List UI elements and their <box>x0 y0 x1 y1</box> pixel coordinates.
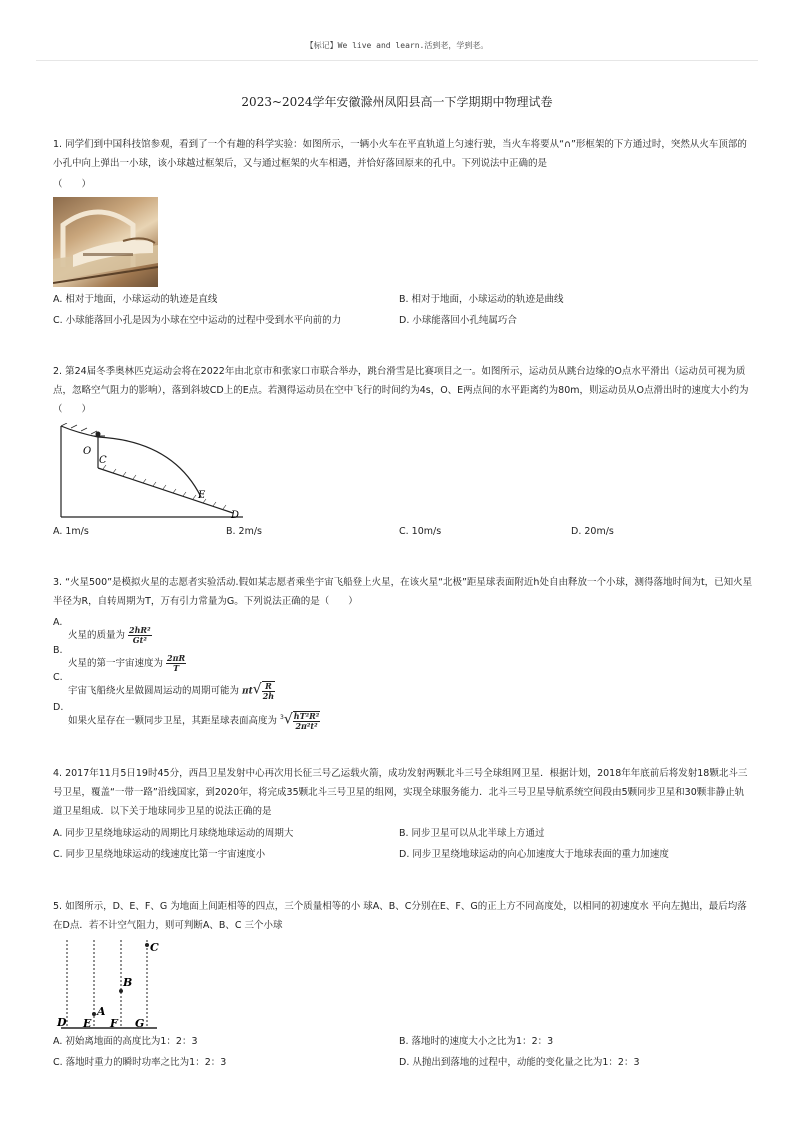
q1-option-b[interactable]: B. 相对于地面，小球运动的轨迹是曲线 <box>399 294 564 305</box>
page-title: 2023~2024学年安徽滁州凤阳县高一下学期期中物理试卷 <box>241 95 553 109</box>
q3-option-a-letter[interactable]: A. <box>53 617 63 628</box>
q4-option-c[interactable]: C. 同步卫星绕地球运动的线速度比第一宇宙速度小 <box>53 849 266 860</box>
q3-b-fraction <box>166 654 186 673</box>
q3-c-num: R <box>262 682 275 692</box>
q1-option-a[interactable]: A. 相对于地面，小球运动的轨迹是直线 <box>53 294 218 305</box>
train-illustration <box>53 197 158 287</box>
q3-b-num: 2πR <box>167 653 186 663</box>
q5-option-d[interactable]: D. 从抛出到落地的过程中，动能的变化量之比为1：2：3 <box>399 1057 640 1068</box>
cube-root-icon: √ <box>283 711 293 728</box>
q3-stem: 3. “火星500”是模拟火星的志愿者实验活动.假如某志愿者乘坐宇宙飞船登上火星，在该火星“北极”距星球表面附近h处自由释放一个小球，测得落地时间为t，已知火星半径为R，自转周期为T，万有引力常量为G。下列说法正确的是（ ） <box>53 577 753 607</box>
q3-option-b[interactable] <box>68 654 186 673</box>
q1-stem-text: 1. 同学们到中国科技馆参观，看到了一个有趣的科学实验：如图所示，一辆小火车在平直轨道上匀速行驶，当火车将要从“∩”形框架的下方通过时，突然从火车顶部的小孔中向上弹出一小球，该小球越过框架后，又与通过框架的火车相遇，并恰好落回原来的孔中。下列说法中正确的是 <box>53 139 747 169</box>
q3-d-den: 2π²t² <box>295 721 318 731</box>
q3-a-fraction <box>128 626 152 645</box>
q4-stem: 4. 2017年11月5日19时45分，西昌卫星发射中心再次用长征三号乙运载火箭，成功发射两颗北斗三号全球组网卫星．根据计划，2018年年底前后将发射18颗北斗三号卫星，覆盖“一带一路”沿线国家，到2020年，将完成35颗北斗三号卫星的组网，实现全球服务能力．北斗三号卫星导航系统空间段由5颗同步卫星和30颗非静止轨道卫星组成．以下关于地球同步卫星的说法正确的是 <box>53 768 748 817</box>
point-e-label: E <box>83 1017 92 1030</box>
q5-stem: 5. 如图所示，D、E、F、G 为地面上间距相等的四点，三个质量相等的小 球A、B、C分别在E、F、G的正上方不同高度处，以相同的初速度水 平向左抛出，最后均落在D点．若不计空气阻力，则可判断A、B、C 三个小球 <box>53 901 747 931</box>
q3-c-prefix: πt <box>242 686 253 697</box>
q3-c-text: 宇宙飞船绕火星做圆周运动的周期可能为 <box>68 685 240 697</box>
q3-d-fraction <box>293 711 320 731</box>
ball-b-label: B <box>123 976 133 989</box>
q3-b-den: T <box>173 663 180 673</box>
q3-c-fraction <box>262 681 275 701</box>
q3-option-d[interactable] <box>68 711 320 731</box>
q3-a-den: Gt² <box>132 635 147 645</box>
q3-c-den: 2h <box>262 691 275 701</box>
label-d: D <box>231 510 240 519</box>
ball-a-label: A <box>97 1005 106 1018</box>
q1-train-photo <box>53 197 158 287</box>
q1-blank: （ ） <box>53 179 92 190</box>
label-e: E <box>198 490 206 501</box>
header-divider <box>36 60 758 61</box>
q1-stem <box>53 135 753 173</box>
q3-a-text: 火星的质量为 <box>68 630 126 641</box>
label-c: C <box>99 455 107 466</box>
point-d-label: D <box>57 1016 67 1029</box>
label-o: O <box>83 446 92 457</box>
q5-option-a[interactable]: A. 初始离地面的高度比为1：2：3 <box>53 1036 198 1047</box>
sqrt-icon: √ <box>252 681 262 698</box>
header-tag: 【标记】We live and learn.活到老，学到老。 <box>305 41 489 50</box>
q3-d-num: hT²R² <box>293 711 320 721</box>
q1-option-d[interactable]: D. 小球能落回小孔纯属巧合 <box>399 315 517 326</box>
q4-option-b[interactable]: B. 同步卫星可以从北半球上方通过 <box>399 828 545 839</box>
q3-option-a[interactable] <box>68 626 152 645</box>
point-f-label: F <box>110 1017 118 1030</box>
q2-option-d[interactable]: D. 20m/s <box>571 526 614 537</box>
q2-option-b[interactable]: B. 2m/s <box>226 526 263 537</box>
q3-b-text: 火星的第一宇宙速度为 <box>68 658 164 669</box>
q3-option-b-letter[interactable]: B. <box>53 645 63 656</box>
q2-option-c[interactable]: C. 10m/s <box>399 526 442 537</box>
q5-option-c[interactable]: C. 落地时重力的瞬时功率之比为1：2：3 <box>53 1057 227 1068</box>
q3-option-c-letter[interactable]: C. <box>53 672 63 683</box>
q5-option-b[interactable]: B. 落地时的速度大小之比为1：2：3 <box>399 1036 554 1047</box>
q3-d-text: 如果火星存在一颗同步卫星，其距星球表面高度为 <box>68 715 278 727</box>
point-g-label: G <box>135 1017 145 1030</box>
q3-option-d-letter[interactable]: D. <box>53 702 64 713</box>
q4-option-d[interactable]: D. 同步卫星绕地球运动的向心加速度大于地球表面的重力加速度 <box>399 849 669 860</box>
q2-ski-diagram <box>53 423 253 519</box>
q2-stem: 2. 第24届冬季奥林匹克运动会将在2022年由北京市和张家口市联合举办，跳台滑雪是比赛项目之一。如图所示，运动员从跳台边缘的O点水平滑出（运动员可视为质点，忽略空气阻力的影响），落到斜坡CD上的E点。若测得运动员在空中飞行的时间约为4s，O、E两点间的水平距离约为80m，则运动员从O点滑出时的速度大小约为（ ） <box>53 366 749 415</box>
q5-projectile-diagram <box>53 936 163 1032</box>
cube-root-index: 3 <box>280 714 284 721</box>
q4-option-a[interactable]: A. 同步卫星绕地球运动的周期比月球绕地球运动的周期大 <box>53 828 294 839</box>
q2-option-a[interactable]: A. 1m/s <box>53 526 89 537</box>
q3-option-c[interactable] <box>68 681 275 701</box>
ball-c-label: C <box>150 941 159 954</box>
q1-option-c[interactable]: C. 小球能落回小孔是因为小球在空中运动的过程中受到水平向前的力 <box>53 315 342 326</box>
q3-a-num: 2hR² <box>129 625 151 635</box>
